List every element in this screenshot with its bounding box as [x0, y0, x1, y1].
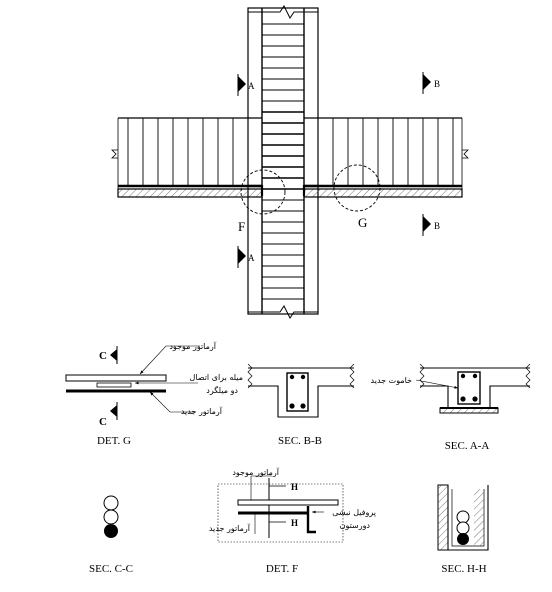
plan-view — [112, 6, 468, 318]
section-marker-b-top — [423, 72, 440, 94]
svg-text:B: B — [434, 79, 441, 89]
svg-text:A: A — [248, 253, 255, 263]
angle-fill-hh — [474, 489, 484, 546]
svg-text:H: H — [291, 518, 299, 528]
column-wall-hh — [438, 485, 448, 550]
section-a-a — [371, 364, 530, 452]
caption-sec-bb: SEC. B-B — [277, 435, 323, 447]
beam-outline-bb — [248, 368, 354, 417]
note-angle-profile-f: پروفیل نبشی — [332, 508, 376, 517]
caption-sec-cc: SEC. C-C — [88, 563, 134, 575]
slab-break-left — [112, 150, 118, 158]
svg-text:C: C — [99, 416, 107, 428]
section-marker-b-bottom — [423, 214, 440, 236]
slab-ribs-left — [125, 118, 251, 186]
existing-rebar-bar — [66, 375, 166, 381]
bar-new-cc — [104, 524, 118, 538]
connection-bar — [97, 383, 131, 387]
bar-new-hh — [457, 533, 469, 545]
caption-sec-hh: SEC. H-H — [441, 563, 487, 575]
note-new-rebar-f: آرماتور جدید — [208, 524, 250, 533]
existing-rebar-f — [238, 500, 338, 505]
note-perimeter-f: دورستون — [339, 521, 370, 530]
svg-text:B: B — [434, 221, 441, 231]
svg-text:C: C — [99, 350, 107, 362]
bar-top-hh — [457, 511, 469, 523]
bar-top-cc — [104, 496, 118, 510]
section-c-c — [89, 496, 133, 575]
slab-left — [112, 118, 262, 197]
detail-g — [66, 341, 243, 447]
detail-f — [209, 467, 376, 575]
detail-label-f: F — [238, 219, 246, 234]
note-connection-bar-g: میله برای اتصال — [189, 373, 243, 382]
note-existing-rebar-f: آرماتور موجود — [232, 468, 279, 477]
section-marker-c-bottom — [99, 402, 117, 428]
note-new-stirrup: خاموت جدید — [370, 376, 412, 385]
note-weld-g: دو میلگرد — [206, 386, 238, 395]
column — [248, 6, 318, 318]
section-marker-c-top — [99, 346, 117, 364]
detail-label-g: G — [358, 215, 368, 230]
section-h-h — [438, 485, 488, 575]
svg-text:H: H — [291, 482, 299, 492]
slab-right — [304, 118, 468, 197]
bar-middle-hh — [457, 522, 469, 534]
detail-circle-g — [334, 165, 380, 211]
caption-det-f: DET. F — [265, 563, 299, 575]
section-b-b — [248, 364, 354, 447]
slab-ribs-right — [315, 118, 456, 186]
svg-text:A: A — [248, 81, 255, 91]
note-existing-rebar-g: آرماتور موجود — [169, 342, 216, 351]
caption-sec-aa: SEC. A-A — [444, 440, 490, 452]
caption-det-g: DET. G — [96, 435, 132, 447]
note-new-rebar-g: آرماتور جدید — [180, 407, 222, 416]
slab-break-right — [462, 150, 468, 158]
bar-middle-cc — [104, 510, 118, 524]
